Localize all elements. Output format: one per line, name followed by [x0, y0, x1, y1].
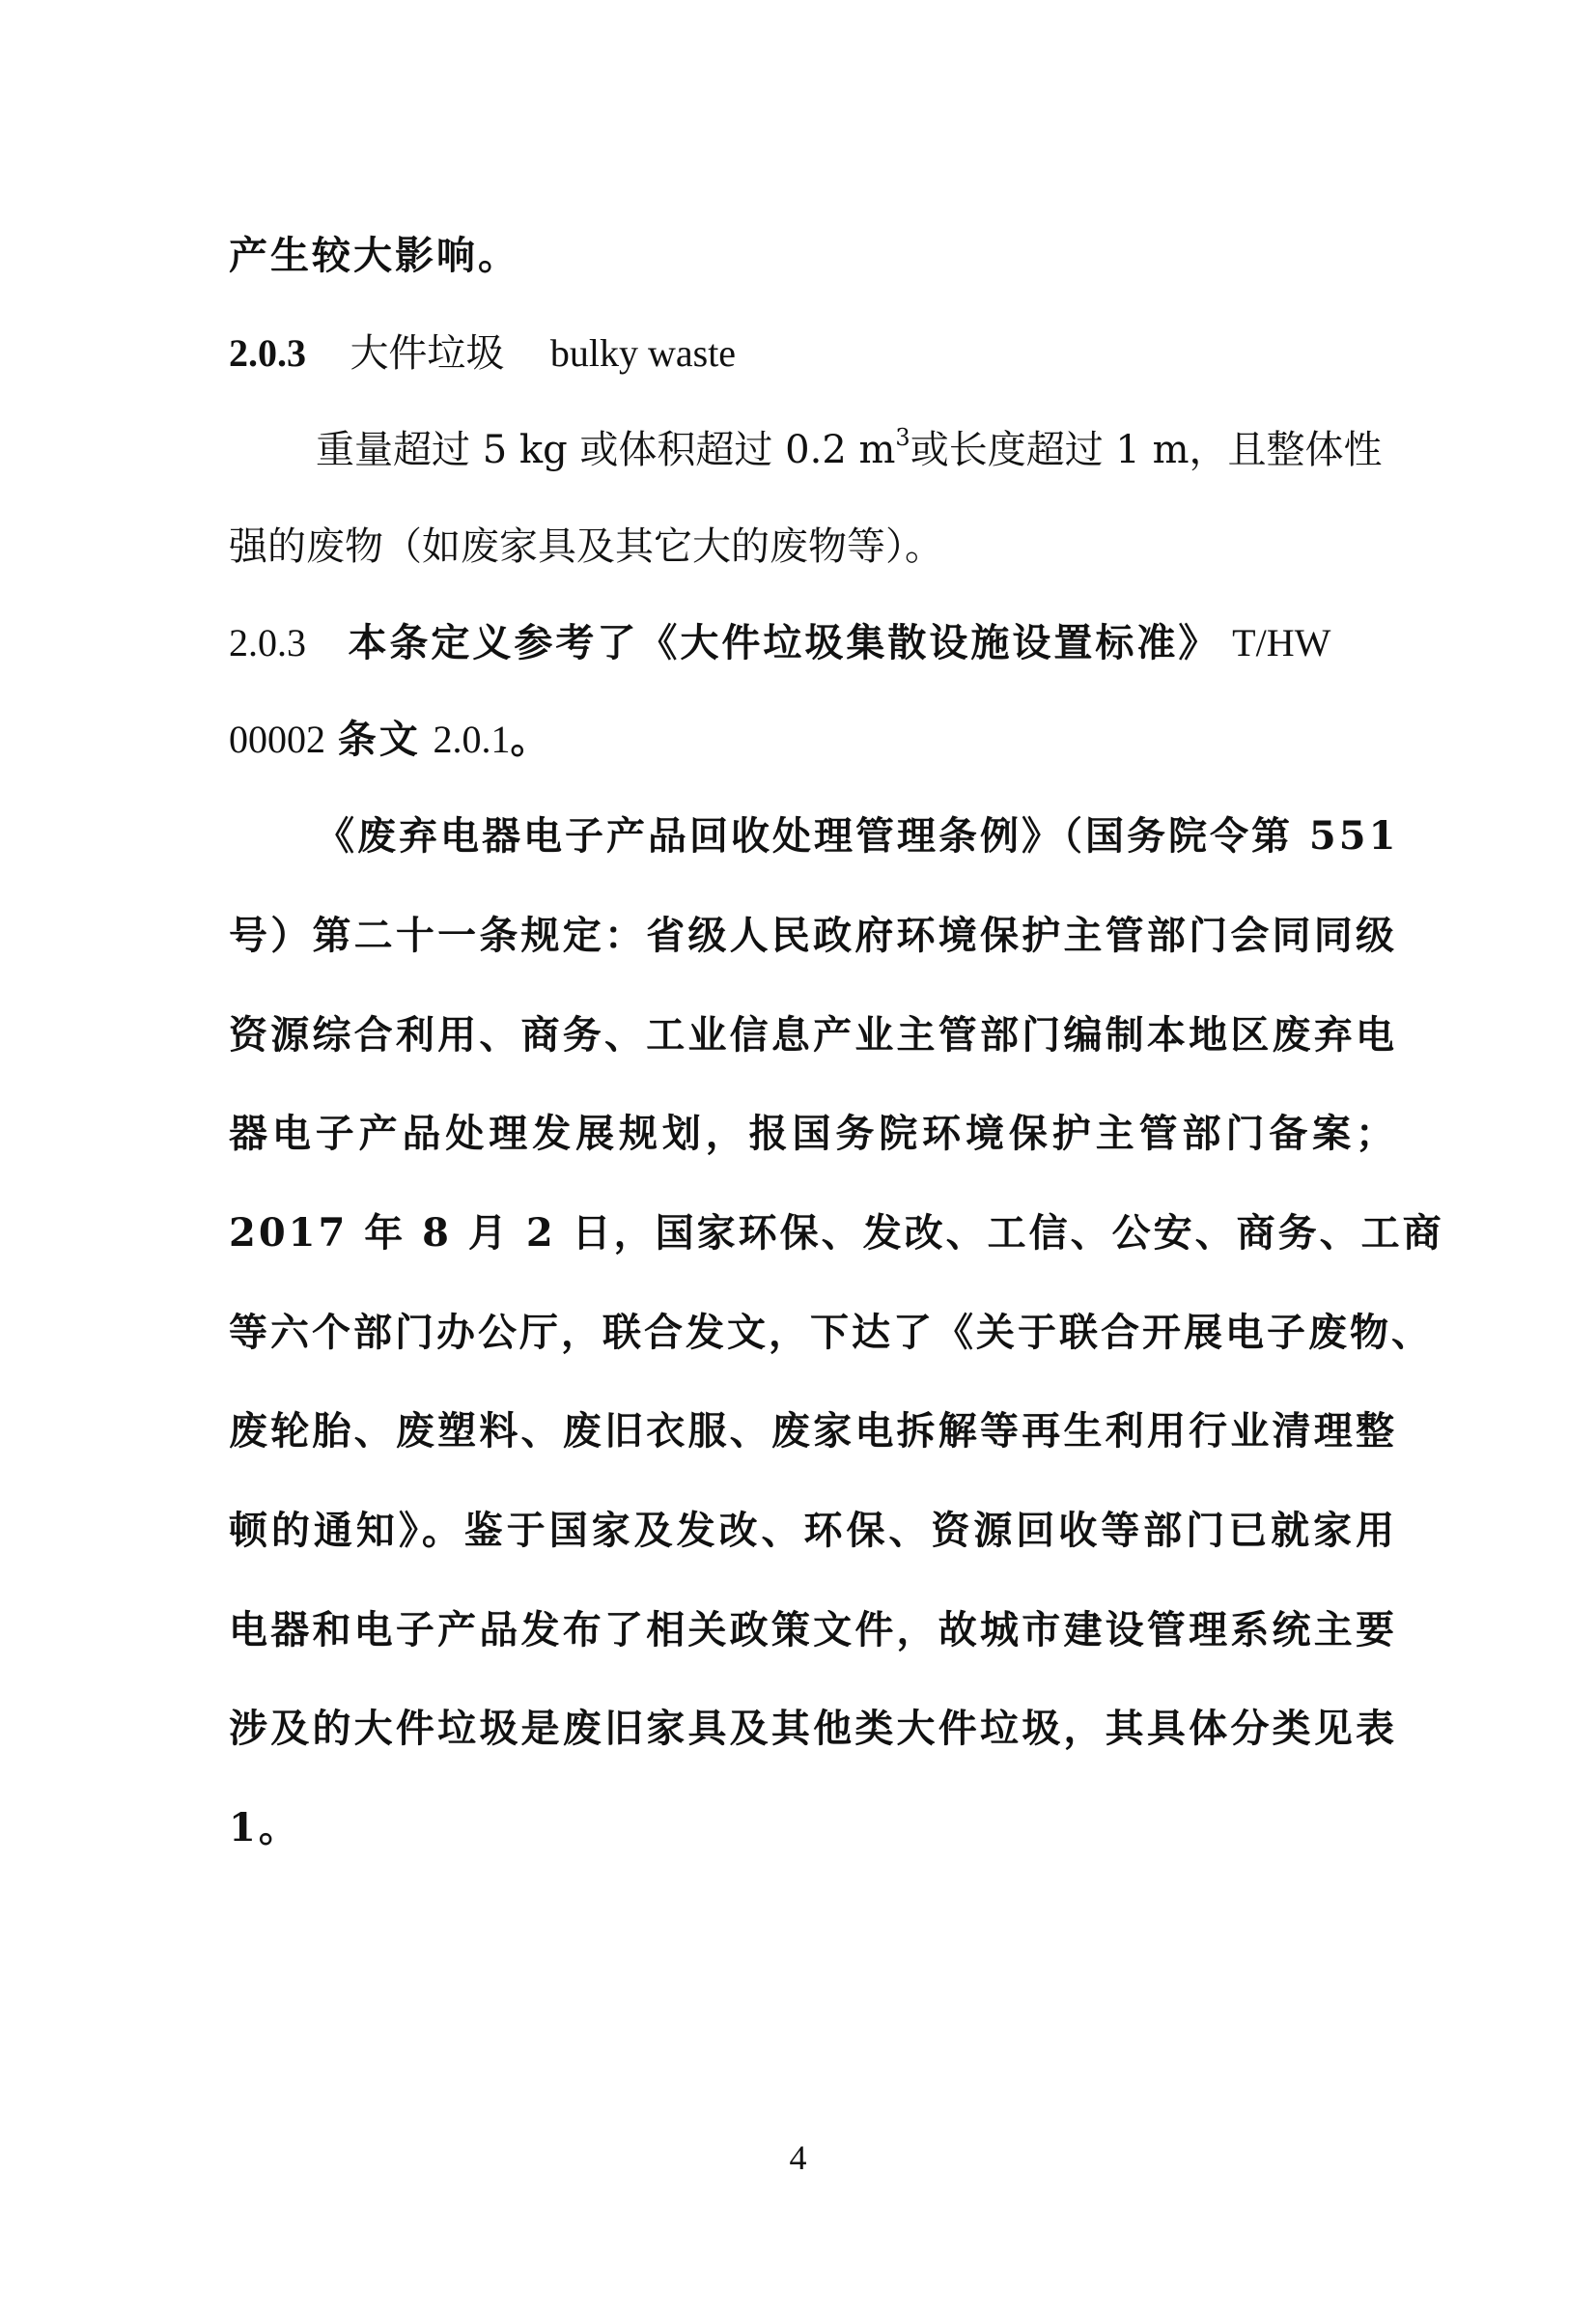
- commentary-paragraph-line-8: [229, 1504, 1397, 1558]
- term-number: 2.0.3: [229, 331, 306, 375]
- commentary-paragraph-line-1: [316, 809, 1397, 863]
- paragraph-text: 号）第二十一条规定：省级人民政府环境保护主管部门会同同级: [229, 913, 1397, 958]
- commentary-number: 2.0.3: [229, 621, 306, 664]
- commentary-reference-text: 本条定义参考了《大件垃圾集散设施设置标准》: [348, 620, 1220, 665]
- commentary-paragraph-line-4: [229, 1107, 1397, 1161]
- commentary-standard-code: T/HW: [1232, 621, 1331, 664]
- paragraph-text: 涉及的大件垃圾是废旧家具及其他类大件垃圾，其具体分类见表: [229, 1706, 1397, 1751]
- paragraph-text: 器电子产品处理发展规划，报国务院环境保护主管部门备案；: [229, 1111, 1397, 1156]
- paragraph-text: 2017 年 8 月 2 日，国家环保、发改、工信、公安、商务、工商: [229, 1210, 1444, 1256]
- commentary-paragraph-line-5: [229, 1206, 1444, 1260]
- definition-text-a: 重量超过 5 kg 或体积超过 0.2 m: [316, 428, 896, 472]
- paragraph-text: 《废弃电器电子产品回收处理管理条例》（国务院令第 551: [316, 813, 1399, 859]
- term-heading: [229, 326, 736, 381]
- commentary-paragraph-line-6: [229, 1306, 1433, 1360]
- commentary-standard-number: 00002: [229, 718, 325, 761]
- commentary-period: 。: [510, 717, 552, 762]
- term-definition-line-1: [316, 423, 1397, 477]
- commentary-paragraph-line-2: [229, 909, 1397, 963]
- commentary-line-1: [229, 616, 1330, 670]
- term-name-cn: 大件垃圾: [350, 331, 505, 376]
- paragraph-text: 等六个部门办公厅，联合发文，下达了《关于联合开展电子废物、: [229, 1310, 1433, 1355]
- commentary-clause-label: 条文: [337, 717, 421, 762]
- definition-text-line-2: 强的废物（如废家具及其它大的废物等）。: [229, 524, 943, 569]
- commentary-paragraph-line-11: [229, 1801, 300, 1855]
- paragraph-text: 顿的通知》。鉴于国家及发改、环保、资源回收等部门已就家用: [229, 1508, 1397, 1553]
- commentary-paragraph-line-10: [229, 1702, 1397, 1756]
- paragraph-text: 电器和电子产品发布了相关政策文件，故城市建设管理系统主要: [229, 1607, 1397, 1652]
- definition-text-b: 或长度超过 1 m，且整体性: [910, 428, 1383, 472]
- paragraph-text: 1。: [229, 1805, 300, 1850]
- commentary-clause-ref: 2.0.1: [433, 718, 511, 761]
- commentary-paragraph-line-9: [229, 1603, 1397, 1657]
- term-name-en: bulky waste: [549, 331, 737, 375]
- previous-paragraph-text: 产生较大影响。: [229, 233, 519, 278]
- definition-superscript: 3: [895, 423, 910, 451]
- commentary-paragraph-line-3: [229, 1008, 1397, 1062]
- term-definition-line-2: [229, 520, 943, 574]
- page-number: 4: [789, 2138, 807, 2177]
- commentary-paragraph-line-7: [229, 1404, 1397, 1458]
- paragraph-text: 废轮胎、废塑料、废旧衣服、废家电拆解等再生利用行业清理整: [229, 1408, 1397, 1454]
- commentary-line-2: [229, 713, 551, 767]
- paragraph-text: 资源综合利用、商务、工业信息产业主管部门编制本地区废弃电: [229, 1012, 1397, 1058]
- previous-paragraph-tail: [229, 229, 519, 283]
